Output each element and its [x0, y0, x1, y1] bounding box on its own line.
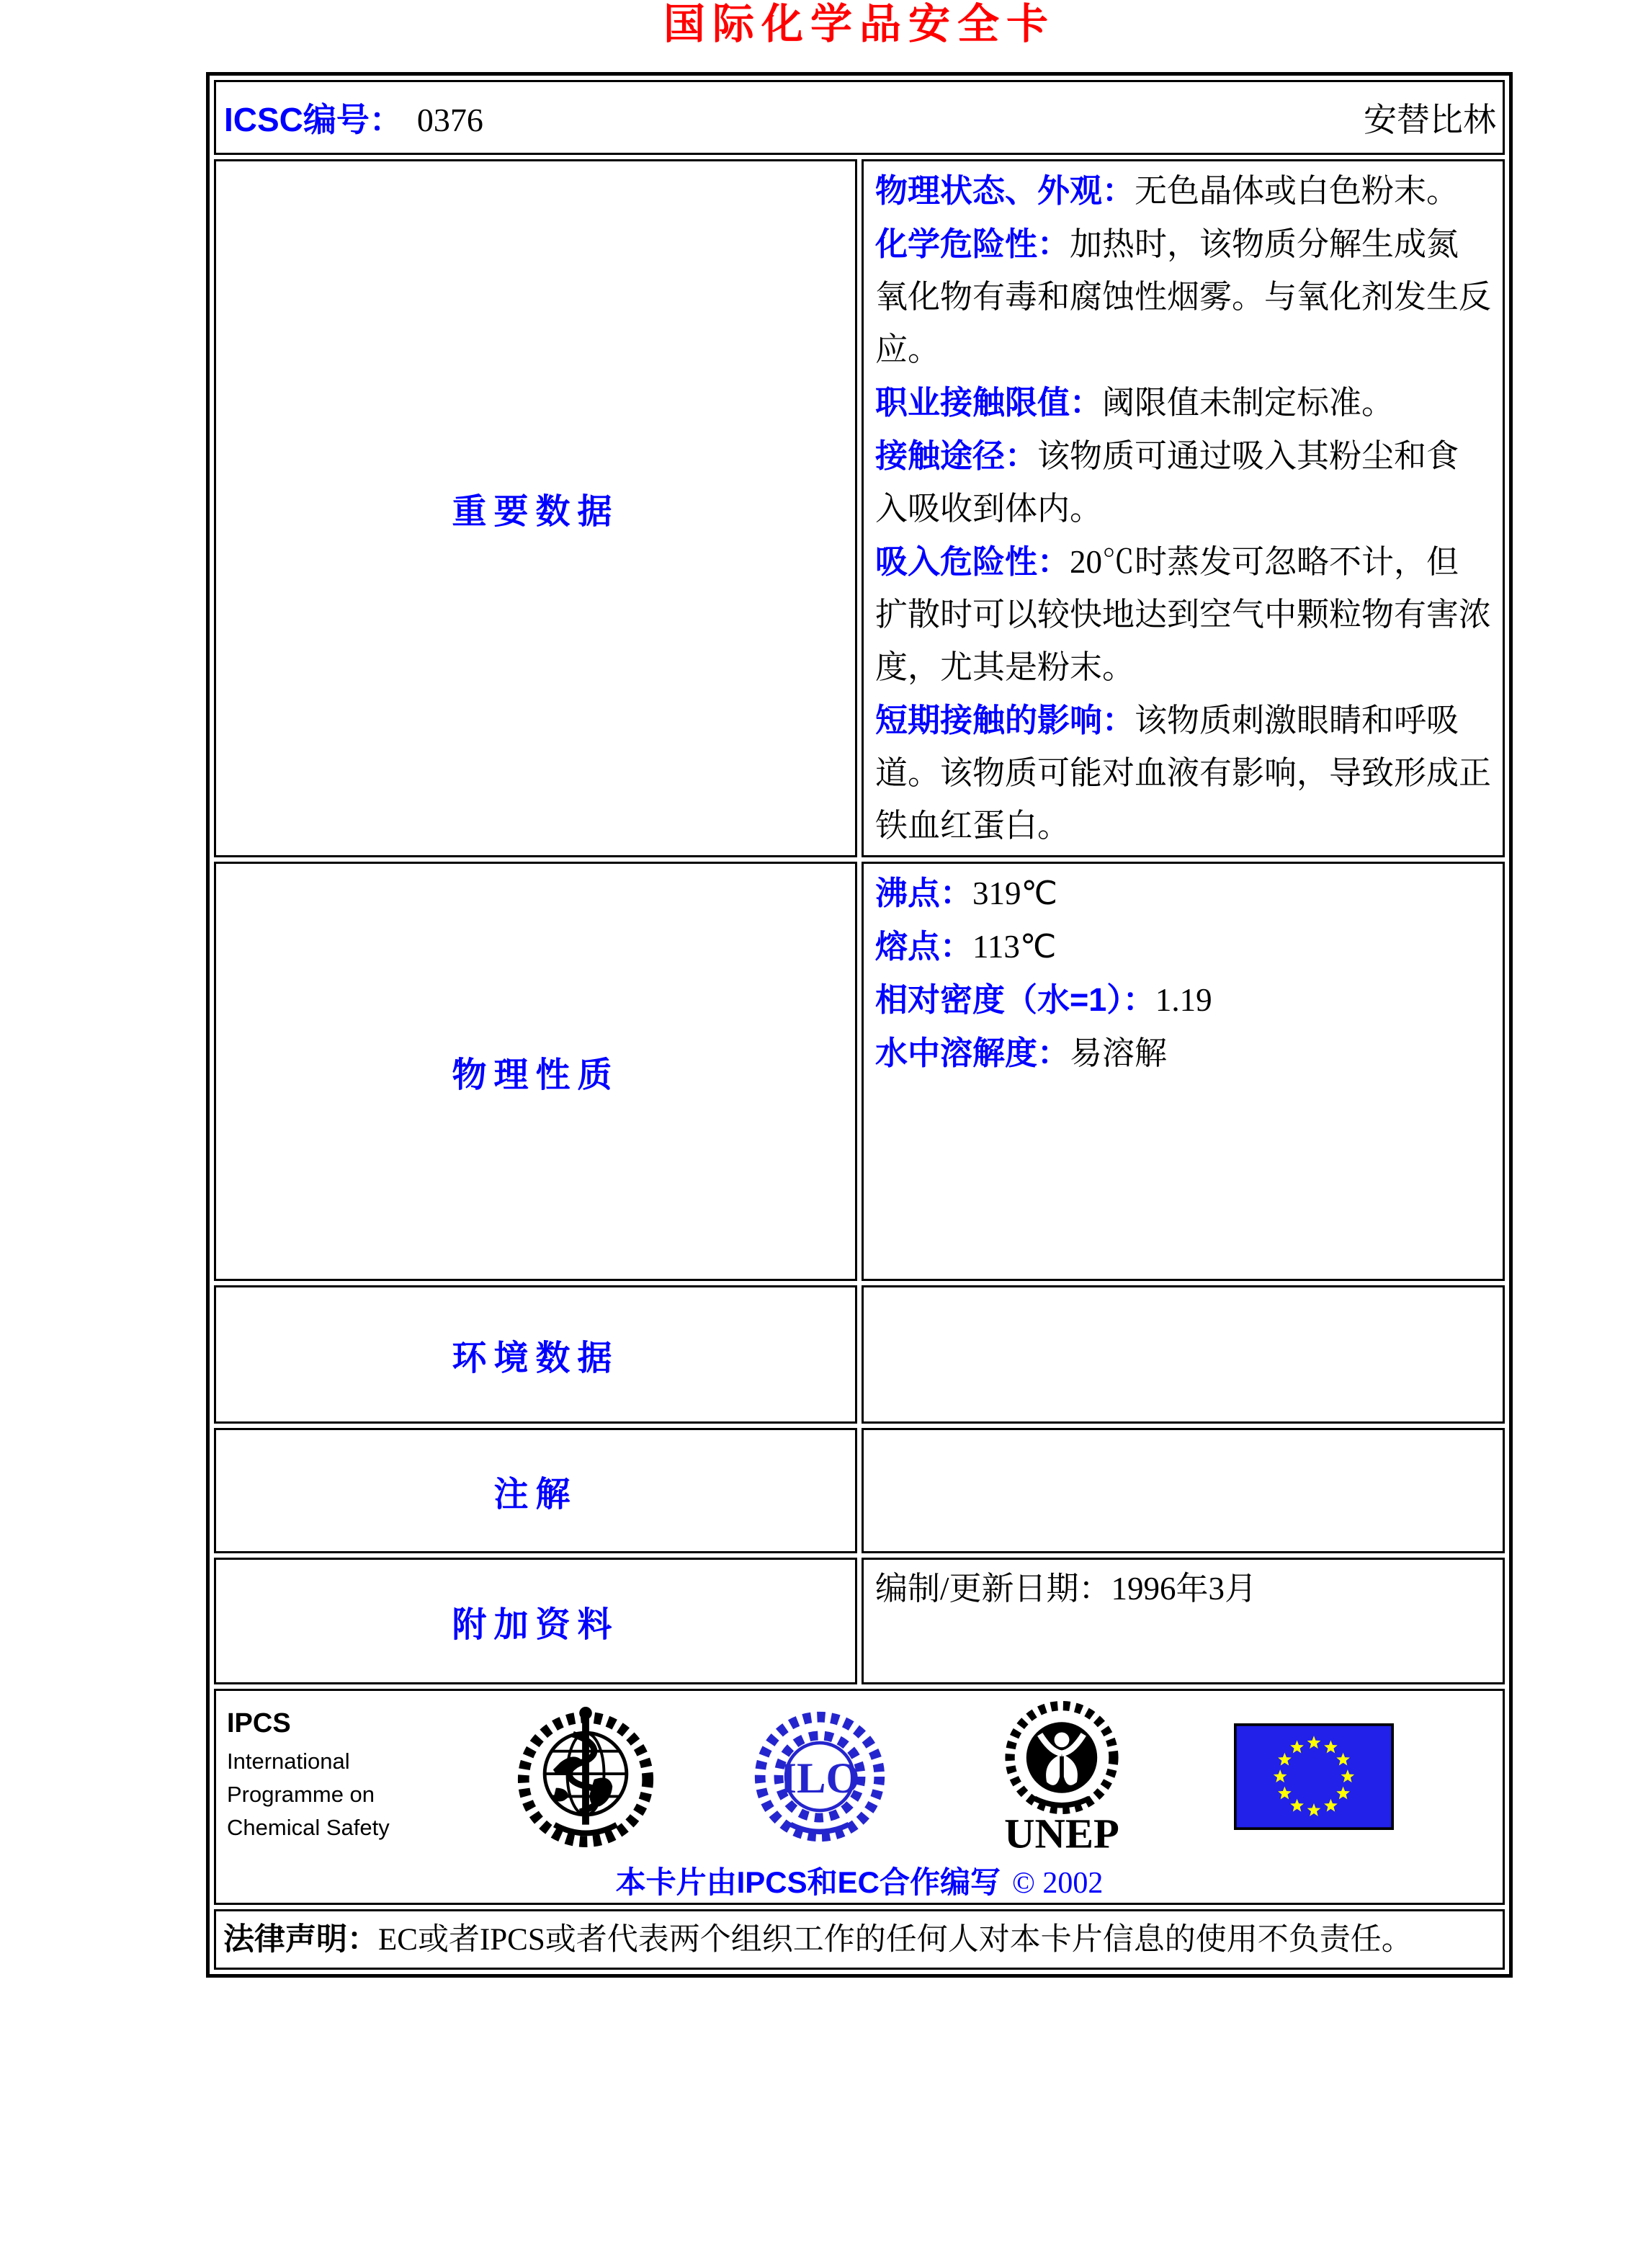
environmental-data-row [214, 1285, 1505, 1424]
important-data-row [214, 159, 1505, 857]
field-label: 化学危险性： [875, 226, 1070, 262]
data-item [875, 429, 1491, 535]
data-item [875, 1563, 1491, 1615]
important-data-content [862, 159, 1505, 857]
ilo-logo-icon [751, 1710, 889, 1843]
field-value: 该物质刺激眼睛和呼吸道。该物质可能对血液有影响，导致形成正铁血红蛋白。 [875, 702, 1492, 844]
data-item [875, 376, 1491, 429]
update-date-value: 1996年3月 [1111, 1571, 1258, 1607]
legal-notice-label: 法律声明： [223, 1921, 378, 1957]
field-label: 吸入危险性： [875, 543, 1070, 580]
field-label: 相对密度（水=1）： [875, 981, 1155, 1018]
logos-row [214, 1689, 1505, 1905]
field-value: 加热时，该物质分解生成氮氧化物有毒和腐蚀性烟雾。与氧化剂发生反应。 [875, 226, 1492, 367]
additional-info-content [862, 1558, 1505, 1684]
notes-content [862, 1428, 1505, 1553]
physical-properties-content [862, 862, 1505, 1281]
cooperation-caption-text: 本卡片由IPCS和EC合作编写 [615, 1865, 1001, 1899]
icsc-number-value: 0376 [416, 102, 483, 138]
data-item [875, 535, 1491, 694]
field-value: 319℃ [972, 875, 1058, 911]
environmental-data-content [862, 1285, 1505, 1424]
data-item [875, 973, 1491, 1027]
logos-flex [217, 1692, 1502, 1852]
data-item [875, 920, 1491, 973]
section-label-additional-info: 附加资料 [214, 1558, 857, 1684]
data-item [875, 694, 1491, 852]
legal-row [214, 1909, 1505, 1970]
ipcs-acronym: IPCS [227, 1708, 291, 1738]
field-value: 1.19 [1155, 982, 1212, 1018]
field-label: 熔点： [875, 928, 973, 965]
page-title: 国际化学品安全卡 [663, 1, 1055, 48]
field-value: 该物质可通过吸入其粉尘和食入吸收到体内。 [875, 438, 1459, 527]
field-label: 沸点： [875, 875, 973, 911]
section-label-notes: 注解 [214, 1428, 857, 1553]
unep-text: UNEP [1003, 1810, 1119, 1853]
field-label: 水中溶解度： [875, 1035, 1070, 1071]
cooperation-caption [217, 1859, 1502, 1902]
data-item [875, 1027, 1491, 1080]
ipcs-text-block [227, 1709, 420, 1844]
legal-notice-text: EC或者IPCS或者代表两个组织工作的任何人对本卡片信息的使用不负责任。 [378, 1922, 1413, 1957]
copyright-text: © 2002 [1011, 1867, 1104, 1900]
physical-properties-row [214, 862, 1505, 1281]
chemical-name: 安替比林 [1364, 102, 1496, 138]
field-value: 阈限值未制定标准。 [1102, 385, 1395, 421]
data-item [875, 867, 1491, 920]
notes-row [214, 1428, 1505, 1553]
field-value: 113℃ [972, 929, 1057, 965]
ipcs-line-3: Chemical Safety [227, 1815, 390, 1840]
field-label: 物理状态、外观： [875, 172, 1135, 209]
field-label: 接触途径： [875, 437, 1038, 474]
header-cell [214, 80, 1505, 155]
header-flex [217, 94, 1502, 141]
eu-flag-icon [1234, 1723, 1394, 1830]
field-value: 无色晶体或白色粉末。 [1135, 173, 1459, 209]
field-label: 短期接触的影响： [875, 702, 1135, 738]
section-label-important-data: 重要数据 [214, 159, 857, 857]
field-label: 职业接触限值： [875, 384, 1103, 421]
field-value: 20℃时蒸发可忽略不计，但扩散时可以较快地达到空气中颗粒物有害浓度，尤其是粉末。 [875, 544, 1492, 685]
card-wrap [206, 3, 1513, 1978]
who-logo-icon [515, 1706, 656, 1847]
additional-info-row [214, 1558, 1505, 1684]
unep-logo-icon [984, 1700, 1140, 1853]
header-row [214, 80, 1505, 155]
icsc-number-label: ICSC编号： [224, 101, 403, 138]
section-label-physical-properties: 物理性质 [214, 862, 857, 1281]
logos-cell [214, 1689, 1505, 1905]
ipcs-line-1: International [227, 1749, 350, 1774]
ipcs-line-2: Programme on [227, 1782, 375, 1807]
legal-cell [214, 1909, 1505, 1970]
field-value: 易溶解 [1070, 1035, 1168, 1071]
icsc-number-group [224, 94, 483, 141]
ilo-text: ILO [779, 1754, 860, 1803]
section-label-environmental-data: 环境数据 [214, 1285, 857, 1424]
update-date-label: 编制/更新日期： [875, 1571, 1111, 1607]
data-item [875, 164, 1491, 218]
icsc-card-table [206, 72, 1513, 1978]
data-item [875, 218, 1491, 376]
